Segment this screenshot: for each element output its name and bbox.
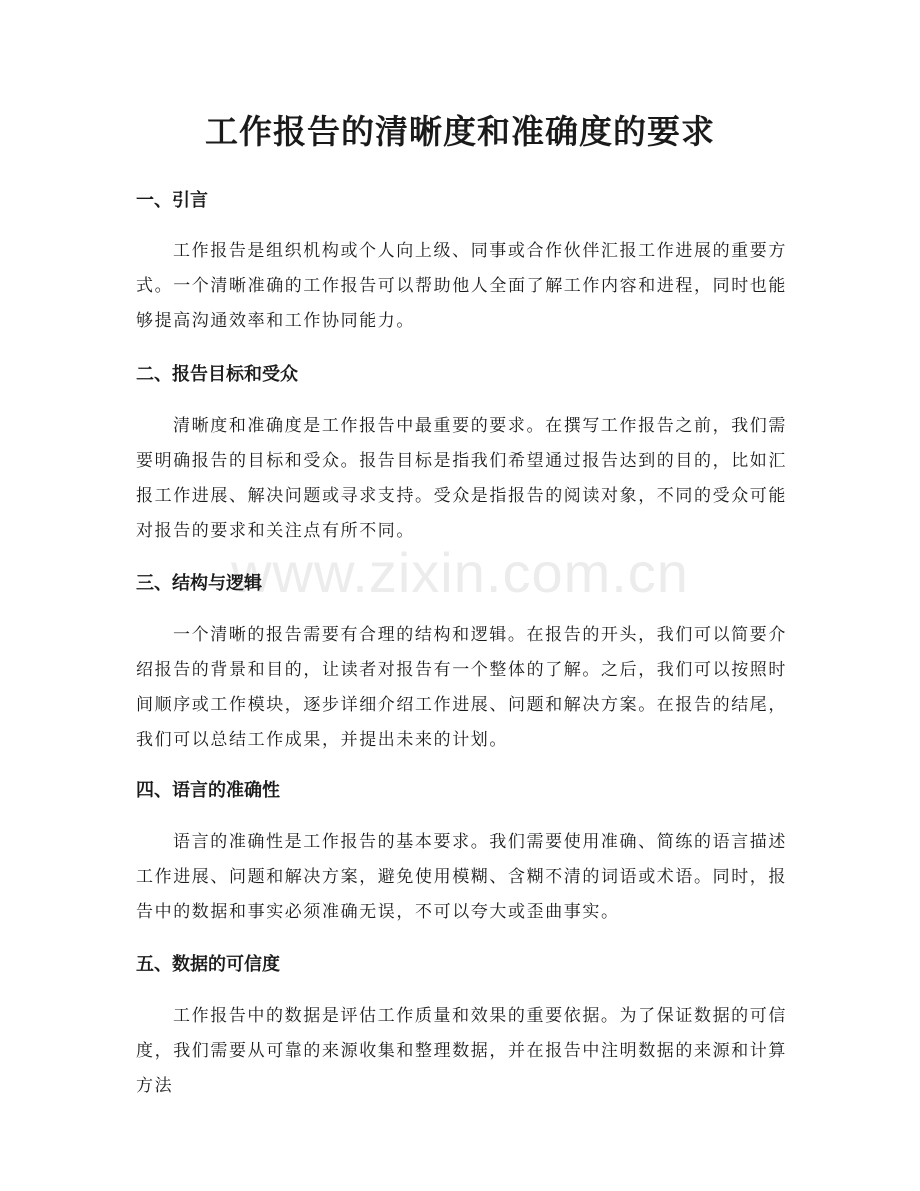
section-body-language-accuracy: 语言的准确性是工作报告的基本要求。我们需要使用准确、简练的语言描述工作进展、问题和解决方案，避免使用模糊、含糊不清的词语或术语。同时，报告中的数据和事实必须准确无误，不可以夸大或歪曲事实。 <box>136 832 787 922</box>
section-heading-goals-audience: 二、报告目标和受众 <box>136 364 298 385</box>
document-title: 工作报告的清晰度和准确度的要求 <box>205 112 715 151</box>
section-heading-introduction: 一、引言 <box>136 190 208 211</box>
section-body-goals-audience: 清晰度和准确度是工作报告中最重要的要求。在撰写工作报告之前，我们需要明确报告的目标和受众。报告目标是指我们希望通过报告达到的目的，比如汇报工作进展、解决问题或寻求支持。受众是指报告的阅读对象，不同的受众可能对报告的要求和关注点有所不同。 <box>136 416 787 541</box>
section-body-introduction: 工作报告是组织机构或个人向上级、同事或合作伙伴汇报工作进展的重要方式。一个清晰准确的工作报告可以帮助他人全面了解工作内容和进程，同时也能够提高沟通效率和工作协同能力。 <box>136 241 787 331</box>
section-body-data-credibility: 工作报告中的数据是评估工作质量和效果的重要依据。为了保证数据的可信度，我们需要从可靠的来源收集和整理数据，并在报告中注明数据的来源和计算方法 <box>136 1006 787 1096</box>
section-heading-data-credibility: 五、数据的可信度 <box>136 954 280 975</box>
section-heading-structure-logic: 三、结构与逻辑 <box>136 573 262 594</box>
section-body-structure-logic: 一个清晰的报告需要有合理的结构和逻辑。在报告的开头，我们可以简要介绍报告的背景和目的，让读者对报告有一个整体的了解。之后，我们可以按照时间顺序或工作模块，逐步详细介绍工作进展、问题和解决方案。在报告的结尾，我们可以总结工作成果，并提出未来的计划。 <box>136 625 787 750</box>
watermark: www.zixin.com.cn <box>231 541 689 604</box>
section-heading-language-accuracy: 四、语言的准确性 <box>136 780 280 801</box>
